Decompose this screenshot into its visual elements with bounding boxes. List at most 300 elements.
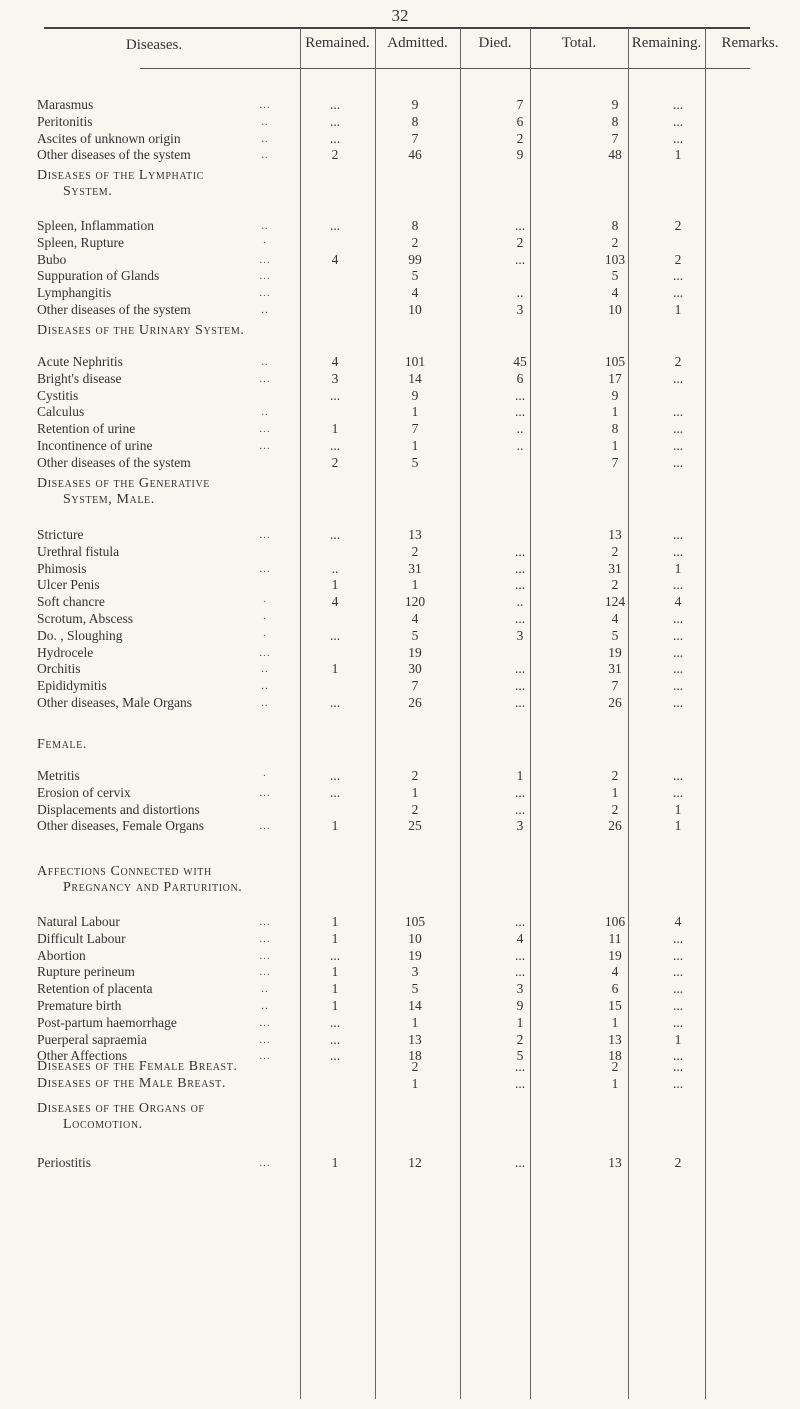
admitted-cell: 5 bbox=[411, 454, 419, 470]
total-cell: 4 bbox=[611, 285, 619, 301]
died-cell: ... bbox=[514, 611, 526, 626]
total-cell: 18 bbox=[608, 1048, 622, 1064]
remaining-cell: ... bbox=[672, 527, 684, 542]
admitted-cell: 12 bbox=[408, 1155, 422, 1170]
table-row bbox=[0, 948, 800, 964]
disease-label: Incontinence of urine bbox=[37, 438, 153, 453]
leader-dots: .. bbox=[261, 680, 269, 693]
total-cell: 1 bbox=[611, 784, 619, 800]
died-cell: ... bbox=[514, 577, 526, 593]
disease-label: Lymphangitis bbox=[37, 285, 112, 301]
remaining-cell: ... bbox=[672, 930, 684, 946]
total-cell: 31 bbox=[608, 661, 622, 677]
disease-label: Suppuration of Glands bbox=[37, 268, 160, 284]
section-heading-line: Diseases of the Lymphatic bbox=[37, 168, 204, 183]
leader-dots: · bbox=[262, 613, 268, 625]
table-row bbox=[0, 388, 800, 404]
leader-dots: · bbox=[262, 596, 268, 609]
total-cell: 7 bbox=[611, 678, 619, 694]
died-cell: ... bbox=[514, 678, 526, 694]
remaining-cell: 1 bbox=[674, 147, 682, 163]
died-cell: .. bbox=[516, 594, 524, 610]
remaining-cell: ... bbox=[672, 768, 684, 783]
died-cell: ... bbox=[514, 801, 526, 817]
remained-cell: ... bbox=[329, 784, 341, 800]
table-row bbox=[0, 1059, 800, 1075]
remaining-cell: ... bbox=[672, 784, 684, 800]
total-cell: 10 bbox=[608, 302, 622, 317]
leader-dots: ... bbox=[259, 646, 271, 659]
disease-label: Diseases of the Female Breast. bbox=[37, 1059, 238, 1074]
remaining-cell: ... bbox=[672, 421, 684, 437]
admitted-cell: 1 bbox=[411, 438, 419, 453]
died-cell: 9 bbox=[516, 147, 524, 163]
admitted-cell: 26 bbox=[408, 695, 422, 710]
disease-label: Orchitis bbox=[37, 661, 81, 677]
disease-label: Displacements and distortions bbox=[37, 801, 200, 817]
remained-cell: ... bbox=[329, 695, 341, 710]
disease-label: Epididymitis bbox=[37, 678, 107, 694]
table-row bbox=[0, 544, 800, 560]
table-row bbox=[0, 252, 800, 268]
died-cell: 1 bbox=[516, 1014, 524, 1030]
died-cell: 4 bbox=[516, 930, 524, 946]
admitted-cell: 14 bbox=[408, 998, 422, 1013]
leader-dots: ... bbox=[259, 372, 271, 385]
table-row bbox=[0, 285, 800, 301]
died-cell: 3 bbox=[516, 818, 524, 834]
disease-label: Other diseases, Male Organs bbox=[37, 695, 192, 710]
table-row bbox=[0, 661, 800, 677]
leader-dots: .. bbox=[261, 1000, 269, 1012]
admitted-cell: 31 bbox=[408, 560, 422, 576]
remaining-cell: 4 bbox=[674, 914, 682, 929]
admitted-cell: 3 bbox=[411, 964, 419, 980]
leader-dots: .. bbox=[261, 356, 269, 368]
admitted-cell: 5 bbox=[411, 627, 419, 643]
total-cell: 103 bbox=[604, 251, 626, 267]
admitted-cell: 9 bbox=[411, 97, 419, 112]
died-cell: 3 bbox=[516, 981, 524, 997]
disease-label: Cystitis bbox=[37, 387, 79, 403]
died-cell: 3 bbox=[516, 302, 524, 317]
remaining-cell: ... bbox=[672, 998, 684, 1013]
remaining-cell: 1 bbox=[674, 302, 682, 317]
admitted-cell: 7 bbox=[411, 421, 419, 437]
leader-dots: ... bbox=[259, 270, 271, 283]
remained-cell: 1 bbox=[331, 818, 339, 834]
table-row bbox=[0, 354, 800, 370]
leader-dots: ... bbox=[259, 916, 271, 928]
remaining-cell: ... bbox=[672, 678, 684, 694]
total-cell: 106 bbox=[604, 914, 626, 929]
table-row bbox=[0, 914, 800, 930]
total-cell: 1 bbox=[611, 438, 619, 453]
leader-dots: ... bbox=[259, 99, 271, 111]
remaining-cell: ... bbox=[672, 611, 684, 626]
total-cell: 4 bbox=[611, 964, 619, 980]
disease-label: Spleen, Rupture bbox=[37, 234, 124, 250]
table-row bbox=[0, 371, 800, 387]
admitted-cell: 1 bbox=[411, 784, 419, 800]
leader-dots: ... bbox=[259, 1016, 271, 1029]
remained-cell: ... bbox=[329, 1048, 341, 1064]
remained-cell: 1 bbox=[331, 930, 339, 946]
admitted-cell: 7 bbox=[411, 130, 419, 146]
admitted-cell: 105 bbox=[404, 914, 426, 929]
remaining-cell: ... bbox=[672, 981, 684, 997]
remaining-cell: 2 bbox=[674, 1155, 682, 1170]
total-cell: 9 bbox=[611, 387, 619, 403]
died-cell: ... bbox=[514, 387, 526, 403]
total-cell: 105 bbox=[604, 354, 626, 369]
admitted-cell: 14 bbox=[408, 370, 422, 386]
total-cell: 2 bbox=[611, 543, 619, 559]
remaining-cell: 1 bbox=[674, 560, 682, 576]
remaining-cell: ... bbox=[672, 644, 684, 660]
died-cell: 7 bbox=[516, 97, 524, 112]
admitted-cell: 10 bbox=[408, 930, 422, 946]
admitted-cell: 18 bbox=[408, 1048, 422, 1064]
remained-cell: ... bbox=[329, 527, 341, 542]
died-cell: ... bbox=[514, 1075, 526, 1091]
remained-cell: 2 bbox=[331, 454, 339, 470]
remained-cell: ... bbox=[329, 1031, 341, 1047]
section-heading bbox=[37, 168, 204, 200]
remained-cell: ... bbox=[329, 130, 341, 146]
table-row bbox=[0, 678, 800, 694]
section-heading bbox=[37, 864, 242, 896]
remaining-cell: ... bbox=[672, 113, 684, 129]
admitted-cell: 19 bbox=[408, 644, 422, 660]
disease-label: Stricture bbox=[37, 527, 84, 542]
leader-dots: ... bbox=[259, 1050, 271, 1063]
section-heading-line: Diseases of the Urinary System. bbox=[37, 323, 245, 338]
disease-label: Puerperal sapraemia bbox=[37, 1031, 147, 1047]
disease-label: Acute Nephritis bbox=[37, 354, 123, 369]
admitted-cell: 2 bbox=[411, 768, 419, 783]
table-row bbox=[0, 1076, 800, 1092]
admitted-cell: 13 bbox=[408, 1031, 422, 1047]
leader-dots: .. bbox=[261, 304, 269, 316]
remained-cell: 2 bbox=[331, 147, 339, 163]
remaining-cell: ... bbox=[672, 1059, 684, 1074]
admitted-cell: 2 bbox=[411, 1059, 419, 1074]
disease-label: Do. , Sloughing bbox=[37, 627, 123, 643]
total-cell: 15 bbox=[608, 998, 622, 1013]
admitted-cell: 4 bbox=[411, 285, 419, 301]
remained-cell: 1 bbox=[331, 981, 339, 997]
leader-dots: ... bbox=[259, 966, 271, 979]
remaining-cell: ... bbox=[672, 1014, 684, 1030]
leader-dots: ... bbox=[259, 949, 271, 962]
table-row bbox=[0, 931, 800, 947]
admitted-cell: 1 bbox=[411, 577, 419, 593]
admitted-cell: 5 bbox=[411, 268, 419, 284]
disease-label: Abortion bbox=[37, 947, 86, 963]
died-cell: 3 bbox=[516, 627, 524, 643]
died-cell: 45 bbox=[513, 354, 527, 369]
table-row bbox=[0, 998, 800, 1014]
admitted-cell: 2 bbox=[411, 801, 419, 817]
leader-dots: .. bbox=[261, 406, 269, 419]
leader-dots: ... bbox=[259, 529, 271, 541]
section-heading bbox=[37, 1101, 205, 1133]
admitted-cell: 120 bbox=[404, 594, 426, 610]
remaining-cell: ... bbox=[672, 1048, 684, 1064]
table-row bbox=[0, 577, 800, 593]
table-row bbox=[0, 114, 800, 130]
table-row bbox=[0, 97, 800, 113]
remaining-cell: 2 bbox=[674, 218, 682, 233]
remained-cell: 3 bbox=[331, 370, 339, 386]
disease-label: Bubo bbox=[37, 251, 67, 267]
table-row bbox=[0, 268, 800, 284]
admitted-cell: 99 bbox=[408, 251, 422, 267]
table-row bbox=[0, 628, 800, 644]
disease-label: Other diseases of the system bbox=[37, 454, 191, 470]
died-cell: ... bbox=[514, 1059, 526, 1074]
disease-label: Post-partum haemorrhage bbox=[37, 1014, 177, 1030]
table-row bbox=[0, 235, 800, 251]
leader-dots: .. bbox=[261, 663, 269, 676]
remained-cell: 1 bbox=[331, 998, 339, 1013]
died-cell: ... bbox=[514, 784, 526, 800]
admitted-cell: 101 bbox=[404, 354, 426, 369]
leader-dots: ... bbox=[259, 1033, 271, 1046]
total-cell: 1 bbox=[611, 404, 619, 420]
total-cell: 19 bbox=[608, 644, 622, 660]
died-cell: ... bbox=[514, 914, 526, 929]
remaining-cell: ... bbox=[672, 543, 684, 559]
disease-label: Natural Labour bbox=[37, 914, 120, 929]
table-row bbox=[0, 964, 800, 980]
disease-label: Phimosis bbox=[37, 560, 87, 576]
remaining-cell: ... bbox=[672, 130, 684, 146]
remained-cell: 4 bbox=[331, 251, 339, 267]
died-cell: ... bbox=[514, 1155, 526, 1170]
table-row bbox=[0, 131, 800, 147]
table-row bbox=[0, 527, 800, 543]
table-row bbox=[0, 218, 800, 234]
leader-dots: ... bbox=[259, 440, 271, 452]
header-admitted: Admitted. bbox=[387, 35, 448, 51]
admitted-cell: 1 bbox=[411, 1014, 419, 1030]
section-heading-line: System, Male. bbox=[63, 492, 155, 507]
total-cell: 17 bbox=[608, 370, 622, 386]
section-heading-line: System. bbox=[63, 184, 113, 199]
disease-label: Retention of placenta bbox=[37, 981, 153, 997]
total-cell: 26 bbox=[608, 695, 622, 710]
disease-label: Premature birth bbox=[37, 998, 122, 1013]
leader-dots: ... bbox=[259, 1157, 271, 1169]
admitted-cell: 25 bbox=[408, 818, 422, 834]
died-cell: ... bbox=[514, 661, 526, 677]
remained-cell: ... bbox=[329, 113, 341, 129]
leader-dots: · bbox=[262, 236, 268, 249]
total-cell: 13 bbox=[608, 1031, 622, 1047]
leader-dots: · bbox=[262, 770, 268, 782]
table-row bbox=[0, 594, 800, 610]
remaining-cell: 1 bbox=[674, 1031, 682, 1047]
admitted-cell: 9 bbox=[411, 387, 419, 403]
header-remaining: Remaining. bbox=[631, 35, 702, 51]
remained-cell: 1 bbox=[331, 1155, 339, 1170]
leader-dots: .. bbox=[261, 697, 269, 709]
disease-label: Ulcer Penis bbox=[37, 577, 100, 593]
admitted-cell: 10 bbox=[408, 302, 422, 317]
total-cell: 2 bbox=[611, 577, 619, 593]
remaining-cell: ... bbox=[672, 404, 684, 420]
died-cell: 2 bbox=[516, 1031, 524, 1047]
died-cell: ... bbox=[514, 560, 526, 576]
remained-cell: ... bbox=[329, 218, 341, 233]
total-cell: 7 bbox=[611, 454, 619, 470]
table-row bbox=[0, 645, 800, 661]
disease-label: Urethral fistula bbox=[37, 543, 120, 559]
leader-dots: ... bbox=[259, 287, 271, 300]
remained-cell: ... bbox=[329, 1014, 341, 1030]
admitted-cell: 30 bbox=[408, 661, 422, 677]
total-cell: 6 bbox=[611, 981, 619, 997]
total-cell: 5 bbox=[611, 627, 619, 643]
header-rule bbox=[140, 68, 750, 69]
remaining-cell: ... bbox=[672, 268, 684, 284]
died-cell: 9 bbox=[516, 998, 524, 1013]
remaining-cell: 1 bbox=[674, 801, 682, 817]
section-heading bbox=[37, 323, 244, 339]
table-row bbox=[0, 802, 800, 818]
remaining-cell: 2 bbox=[674, 354, 682, 369]
table-row bbox=[0, 302, 800, 318]
remaining-cell: ... bbox=[672, 285, 684, 301]
disease-label: Retention of urine bbox=[37, 421, 136, 437]
admitted-cell: 7 bbox=[411, 678, 419, 694]
table-row bbox=[0, 561, 800, 577]
table-row bbox=[0, 404, 800, 420]
remained-cell: 4 bbox=[331, 354, 339, 369]
disease-label: Scrotum, Abscess bbox=[37, 611, 133, 626]
leader-dots: .. bbox=[261, 115, 269, 128]
died-cell: ... bbox=[514, 695, 526, 710]
remaining-cell: 2 bbox=[674, 251, 682, 267]
remained-cell: 1 bbox=[331, 421, 339, 437]
remaining-cell: ... bbox=[672, 964, 684, 980]
disease-label: Peritonitis bbox=[37, 113, 93, 129]
section-heading bbox=[37, 737, 87, 753]
total-cell: 8 bbox=[611, 421, 619, 437]
died-cell: ... bbox=[514, 543, 526, 559]
disease-label: Diseases of the Male Breast. bbox=[37, 1075, 226, 1091]
total-cell: 4 bbox=[611, 611, 619, 626]
total-cell: 8 bbox=[611, 218, 619, 233]
header-remarks: Remarks. bbox=[721, 35, 779, 51]
total-cell: 5 bbox=[611, 268, 619, 284]
total-cell: 31 bbox=[608, 560, 622, 576]
disease-label: Metritis bbox=[37, 768, 80, 783]
disease-label: Soft chancre bbox=[37, 594, 105, 610]
died-cell: .. bbox=[516, 421, 524, 437]
table-row bbox=[0, 455, 800, 471]
total-cell: 9 bbox=[611, 97, 619, 112]
leader-dots: .. bbox=[261, 220, 269, 232]
admitted-cell: 8 bbox=[411, 218, 419, 233]
total-cell: 7 bbox=[611, 130, 619, 146]
remaining-cell: ... bbox=[672, 438, 684, 453]
total-cell: 124 bbox=[604, 594, 626, 610]
leader-dots: ... bbox=[259, 932, 271, 945]
section-heading-line: Affections Connected with bbox=[37, 864, 212, 879]
table-row bbox=[0, 421, 800, 437]
died-cell: .. bbox=[516, 438, 524, 453]
header-diseases: Diseases. bbox=[125, 37, 183, 53]
page-number: 32 bbox=[391, 6, 409, 25]
disease-label: Spleen, Inflammation bbox=[37, 218, 154, 233]
table-row bbox=[0, 1015, 800, 1031]
remained-cell: .. bbox=[331, 560, 339, 576]
disease-label: Hydrocele bbox=[37, 644, 94, 660]
remained-cell: ... bbox=[329, 768, 341, 783]
total-cell: 2 bbox=[611, 234, 619, 250]
remaining-cell: ... bbox=[672, 454, 684, 470]
disease-label: Other diseases of the system bbox=[37, 302, 191, 317]
remained-cell: ... bbox=[329, 627, 341, 643]
leader-dots: ... bbox=[259, 253, 271, 266]
leader-dots: .. bbox=[261, 132, 269, 145]
total-cell: 26 bbox=[608, 818, 622, 834]
header-remained: Remained. bbox=[305, 35, 370, 51]
remained-cell: 1 bbox=[331, 964, 339, 980]
remained-cell: 4 bbox=[331, 594, 339, 610]
admitted-cell: 19 bbox=[408, 947, 422, 963]
leader-dots: .. bbox=[261, 149, 269, 162]
admitted-cell: 4 bbox=[411, 611, 419, 626]
disease-label: Bright's disease bbox=[37, 370, 122, 386]
disease-label: Difficult Labour bbox=[37, 930, 126, 946]
leader-dots: ... bbox=[259, 423, 271, 436]
table-row bbox=[0, 768, 800, 784]
total-cell: 1 bbox=[611, 1075, 619, 1091]
section-heading-line: Female. bbox=[37, 737, 87, 752]
disease-label: Calculus bbox=[37, 404, 85, 420]
section-heading-line: Diseases of the Organs of bbox=[37, 1101, 205, 1116]
remaining-cell: ... bbox=[672, 97, 684, 112]
remained-cell: ... bbox=[329, 97, 341, 112]
table-row bbox=[0, 611, 800, 627]
total-cell: 2 bbox=[611, 768, 619, 783]
leader-dots: ... bbox=[259, 562, 271, 575]
died-cell: ... bbox=[514, 251, 526, 267]
disease-label: Other diseases, Female Organs bbox=[37, 818, 204, 834]
table-row bbox=[0, 438, 800, 454]
remaining-cell: 1 bbox=[674, 818, 682, 834]
disease-label: Other diseases of the system bbox=[37, 147, 191, 163]
admitted-cell: 13 bbox=[408, 527, 422, 542]
died-cell: ... bbox=[514, 218, 526, 233]
table-row bbox=[0, 695, 800, 711]
table-row bbox=[0, 785, 800, 801]
remaining-cell: ... bbox=[672, 1075, 684, 1091]
table-row bbox=[0, 981, 800, 997]
section-heading-line: Locomotion. bbox=[63, 1117, 143, 1132]
died-cell: 1 bbox=[516, 768, 524, 783]
died-cell: ... bbox=[514, 947, 526, 963]
remaining-cell: ... bbox=[672, 947, 684, 963]
died-cell: 5 bbox=[516, 1048, 524, 1064]
admitted-cell: 2 bbox=[411, 234, 419, 250]
remaining-cell: ... bbox=[672, 695, 684, 710]
total-cell: 1 bbox=[611, 1014, 619, 1030]
